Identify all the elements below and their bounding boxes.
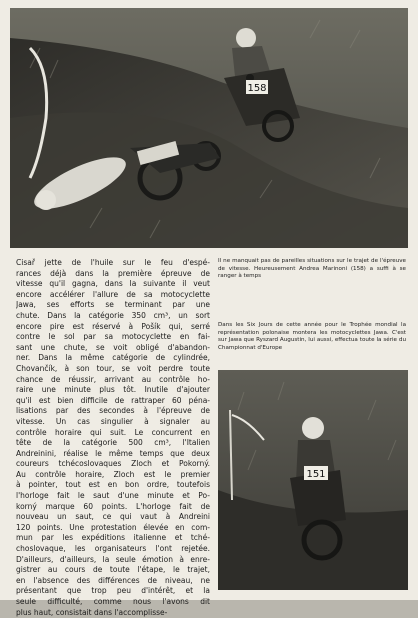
- article-line: rances déjà dans la première épreuve de: [16, 268, 210, 278]
- article-line: contre le sol par sa motocyclette en fai-: [16, 332, 210, 342]
- photo-crash-scene: [10, 8, 408, 248]
- article-line: présentant que trop peu d'intérêt, et la: [16, 586, 210, 596]
- article-line: coureurs tchécoslovaques Zloch et Pokorný.: [16, 459, 210, 469]
- article-line: ner. Dans la même catégorie de cylindrée,: [16, 353, 210, 363]
- article-line: l'horloge fait le saut d'une minute et Po-: [16, 491, 210, 501]
- photo-crash-scene-image: [10, 8, 408, 248]
- article-line: korný marque 60 points. L'horloge fait de: [16, 501, 210, 511]
- article-line: nouveau un saut, ce qui vaut à Andreini: [16, 512, 210, 522]
- article-line: raire une minute plus tôt. Inutile d'ajouter: [16, 385, 210, 395]
- article-line: Andreinini, réalise le même temps que deux: [16, 448, 210, 458]
- article-line: chute. Dans la catégorie 350 cm³, un sort: [16, 310, 210, 320]
- article-line: en l'absence des différences de niveau, ne: [16, 575, 210, 585]
- article-line: vitesse. Un cas singulier à signaler au: [16, 416, 210, 426]
- article-line: Cisař jette de l'huile sur le feu d'espé-: [16, 258, 210, 267]
- article-line: Jawa, ses efforts se terminant par une: [16, 300, 210, 310]
- caption-middle: Dans les Six Jours de cette année pour le Trophée mondial la représentation polonaise montera les motocyclettes Jawa. C'est sur Jawa que Ryszard Augustin, lui aussi, effectua toute la série du Championnat d'Europe: [218, 322, 406, 351]
- article-body: [16, 258, 210, 618]
- article-line: tête de la catégorie 500 cm³, l'Italien: [16, 438, 210, 448]
- caption-top: Il ne manquait pas de pareilles situations sur le trajet de l'épreuve de vitesse. Heureusement Andrea Marinoni (158) a suffi à se ranger à temps: [218, 258, 406, 280]
- article-line: gistrer au cours de toute l'étape, le trajet,: [16, 565, 210, 575]
- article-line: 120 points. Une protestation élevée en com-: [16, 522, 210, 532]
- article-line: Chovančík, à son tour, se voit perdre toute: [16, 363, 210, 373]
- article-line: chance de réussir, arrivant au contrôle ho-: [16, 374, 210, 384]
- rider-number-151: 151: [306, 469, 326, 480]
- photo-rider-151: [218, 370, 408, 590]
- article-line: plus haut, consistait dans l'accomplisse-: [16, 607, 168, 617]
- article-line: lisations par des secondes à l'épreuve de: [16, 406, 210, 416]
- article-line: encore accélérer l'allure de sa motocyclette: [16, 289, 210, 299]
- article-line: contrôle horaire qui suit. Le concurrent en: [16, 427, 210, 437]
- article-line: seule difficulté, comme nous l'avons dit: [16, 597, 210, 606]
- article-line: à pointer, tout est en bon ordre, toutefois: [16, 480, 210, 490]
- rider-number-158: 158: [247, 83, 267, 94]
- article-line: vitesse qu'il gagna, dans la suivante il veut: [16, 279, 210, 289]
- article-line: D'ailleurs, d'ailleurs, la seule émotion à enre-: [16, 554, 210, 564]
- article-line: sant une chute, se voit obligé d'abandon-: [16, 342, 210, 352]
- article-line: mun par les expéditions italienne et tché-: [16, 533, 210, 543]
- article-line: qu'il est bien difficile de rattraper 60 péna-: [16, 395, 210, 405]
- article-line: encore pire est réservé à Pošík qui, serré: [16, 321, 210, 331]
- photo-rider-151-image: [218, 370, 408, 590]
- article-line: Au contrôle horaire, Zloch est le premier: [16, 469, 210, 479]
- article-line: choslovaque, les organisateurs l'ont rejetée.: [16, 544, 210, 554]
